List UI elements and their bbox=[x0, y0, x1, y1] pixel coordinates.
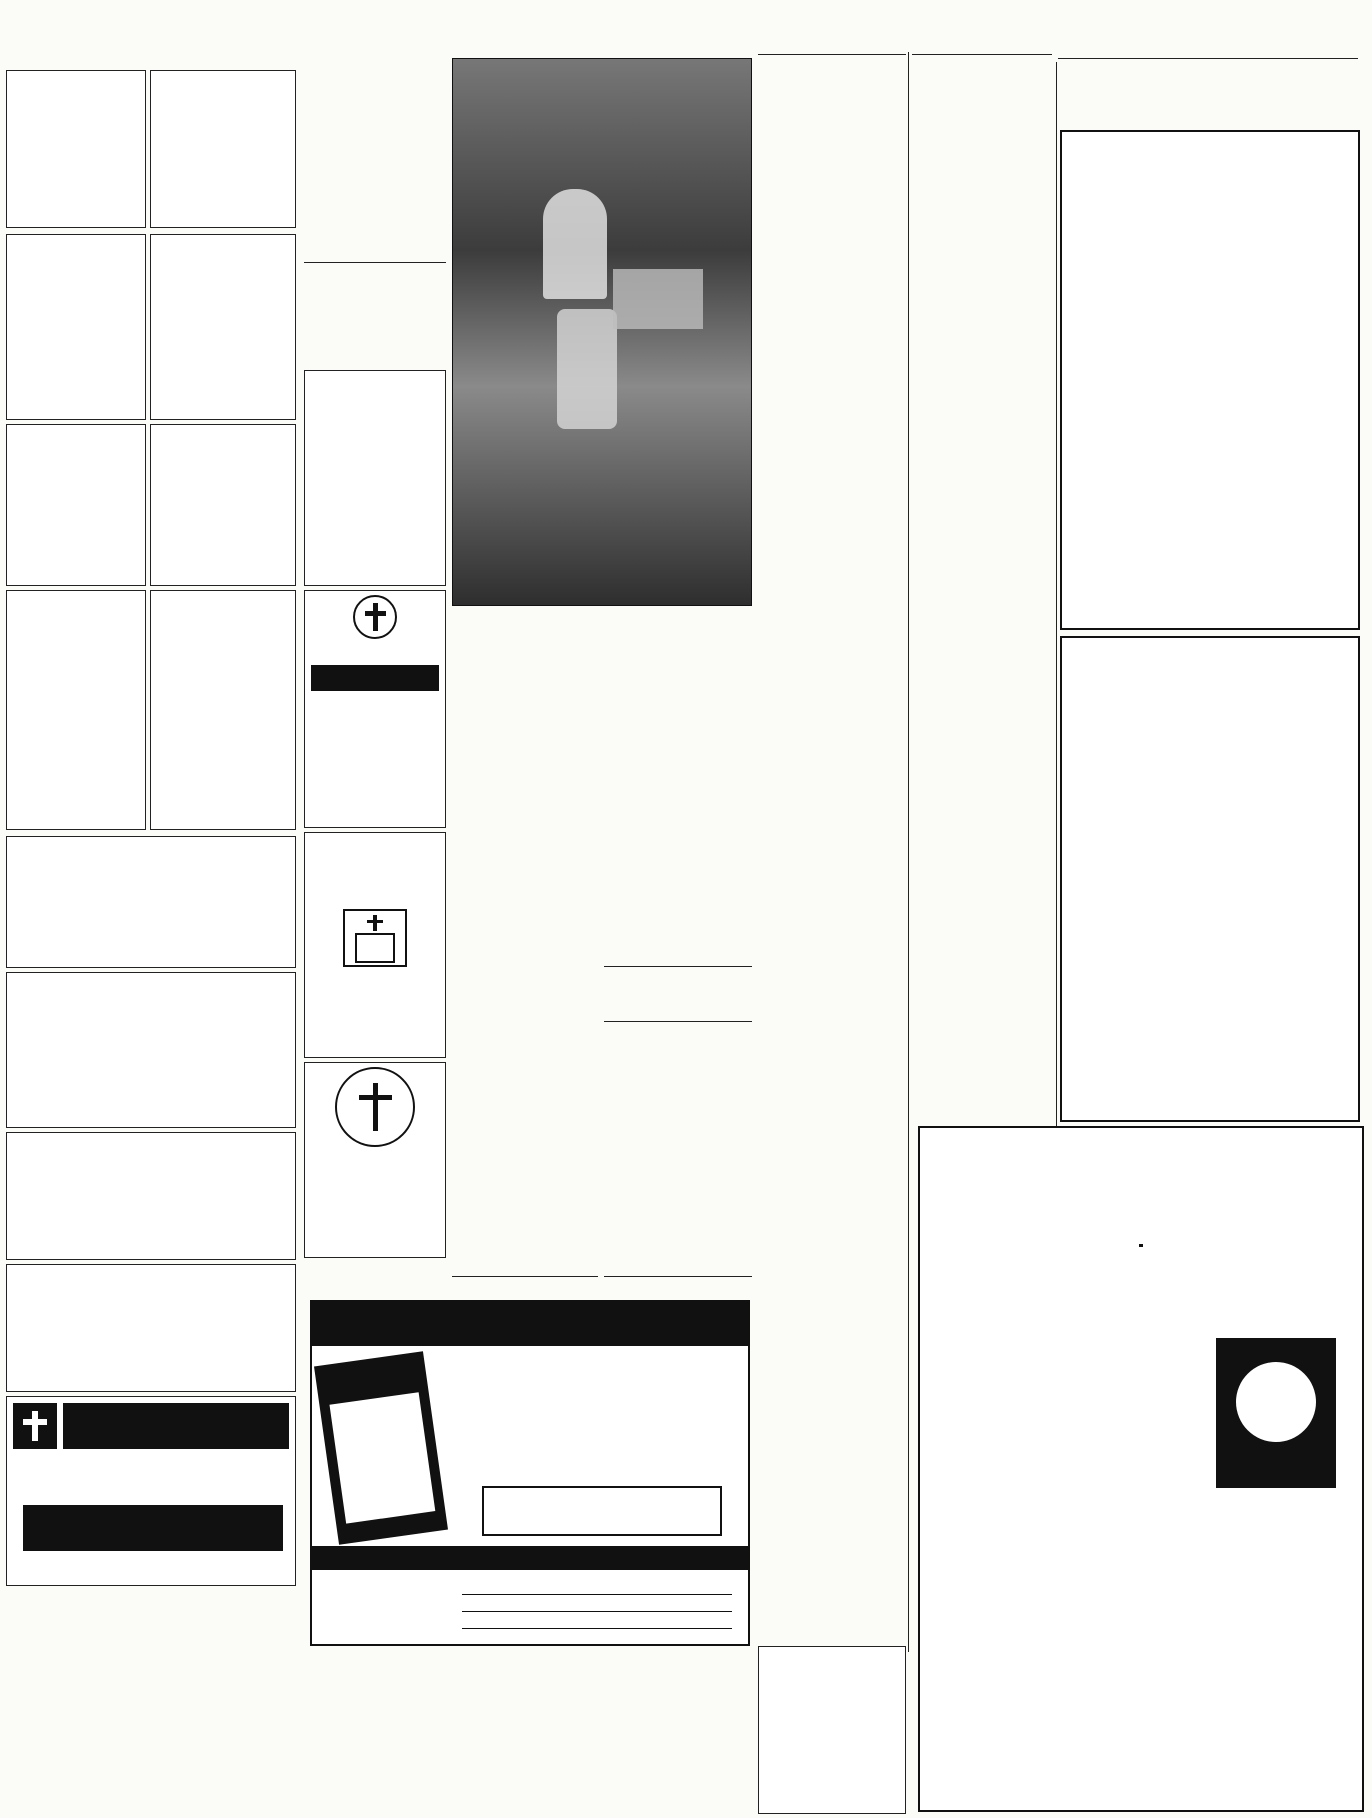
dw-benefits-list bbox=[946, 1350, 1186, 1356]
book-title-family bbox=[331, 1402, 420, 1415]
article-rudolph-chapala bbox=[452, 1058, 598, 1276]
church-card-orchard-methodist bbox=[304, 370, 446, 586]
gulf-disc-icon bbox=[1236, 1362, 1316, 1442]
mccabe-ad bbox=[310, 1300, 750, 1646]
st-pauls-lutheran-banner bbox=[311, 665, 439, 691]
church-card-trinity-episcopal bbox=[150, 234, 296, 420]
zoning-hearing-notice bbox=[1060, 636, 1360, 1122]
world-day-col1 bbox=[452, 812, 598, 1052]
church-card-st-pauls bbox=[304, 590, 446, 828]
book-title-the bbox=[331, 1402, 420, 1415]
book-title-for bbox=[331, 1402, 420, 1415]
article-senior-citizens bbox=[304, 58, 446, 238]
legal-column-1 bbox=[758, 76, 906, 1302]
church-card-bethel-baptist bbox=[6, 424, 146, 586]
world-day-headline-block bbox=[452, 744, 752, 808]
church-card-prince-of-peace bbox=[6, 1396, 296, 1586]
guide-book-icon bbox=[314, 1351, 448, 1545]
dw-title-housewarming bbox=[1139, 1244, 1143, 1280]
clappison-insurance-ad bbox=[452, 1276, 598, 1298]
century-home-photo bbox=[452, 58, 752, 606]
book-title-guide bbox=[331, 1402, 420, 1415]
church-building-icon bbox=[343, 909, 407, 967]
board-of-review-notice bbox=[1060, 130, 1360, 630]
trucking-news-brief bbox=[1060, 62, 1360, 126]
zoning-body bbox=[1072, 826, 1348, 829]
church-card-antioch bbox=[304, 1062, 446, 1258]
church-card-salem-united bbox=[6, 836, 296, 968]
dw-oil-ad bbox=[918, 1126, 1364, 1812]
prince-schedule bbox=[23, 1505, 283, 1551]
church-card-christ-scientist bbox=[150, 424, 296, 586]
mccabe-banner bbox=[312, 1546, 748, 1570]
mccabe-coupon-form bbox=[462, 1578, 732, 1629]
prince-of-peace-title bbox=[63, 1403, 289, 1449]
photo-caption bbox=[452, 612, 752, 736]
legal-notices-heading-2 bbox=[912, 54, 1052, 55]
cross-emblem-icon bbox=[13, 1403, 57, 1449]
page-header bbox=[1058, 43, 1358, 59]
world-day-col2 bbox=[604, 812, 752, 962]
gulf-solar-heat-badge bbox=[1216, 1338, 1336, 1488]
floral-park-ad bbox=[604, 966, 752, 1022]
mccabe-headline bbox=[312, 1302, 748, 1346]
church-card-unitarian bbox=[150, 70, 296, 228]
legal-column-1-bottom bbox=[758, 1306, 906, 1642]
church-card-incarnation bbox=[6, 70, 146, 228]
article-christian-science bbox=[304, 266, 446, 384]
lutheran-church-in-america-seal-icon bbox=[335, 1067, 415, 1147]
church-card-north-farmington-baptist bbox=[6, 590, 146, 830]
housewarming-plan-title bbox=[920, 1244, 1362, 1284]
mccabe-logo bbox=[482, 1486, 722, 1536]
church-card-clarenceville bbox=[6, 972, 296, 1128]
church-card-nardin-park bbox=[758, 1646, 906, 1814]
church-card-presbyterian bbox=[6, 234, 146, 420]
church-card-st-john bbox=[304, 832, 446, 1058]
lutheran-seal-icon bbox=[353, 595, 397, 639]
church-card-first-methodist bbox=[6, 1264, 296, 1392]
enterprise-classified-plug bbox=[604, 1276, 752, 1298]
legal-notices-heading bbox=[758, 54, 906, 55]
article-neighborhood-news bbox=[604, 1028, 752, 1274]
church-card-first-baptist bbox=[150, 590, 296, 830]
church-card-north-congregational bbox=[6, 1132, 296, 1260]
